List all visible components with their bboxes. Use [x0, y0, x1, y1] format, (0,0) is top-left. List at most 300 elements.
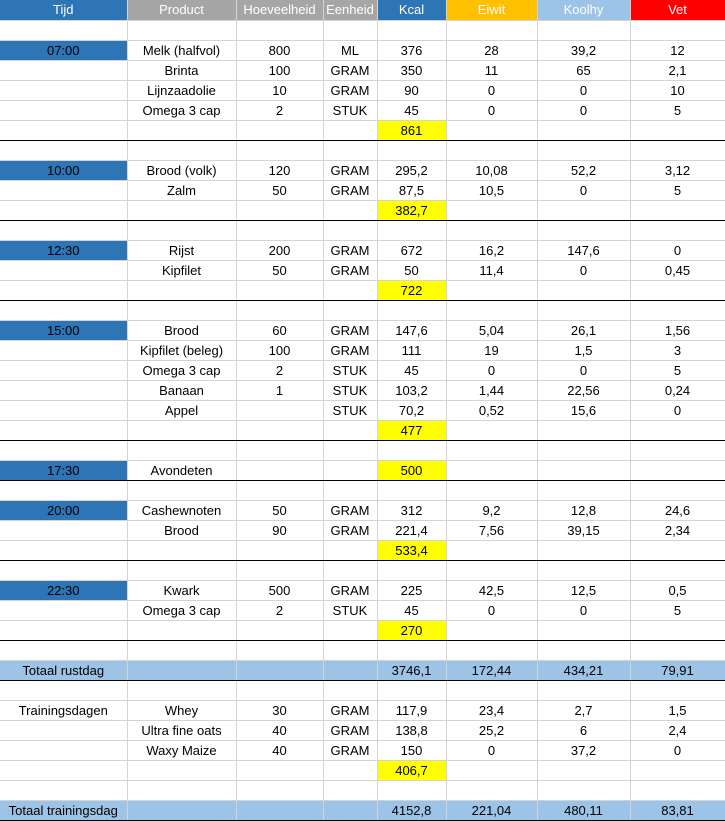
subtotal-kcal-cell[interactable]: 477	[377, 420, 446, 440]
empty-cell[interactable]	[0, 560, 127, 580]
unit-cell[interactable]: GRAM	[323, 740, 377, 760]
empty-cell[interactable]	[630, 140, 725, 160]
empty-cell[interactable]	[0, 680, 127, 700]
total-vet[interactable]: 79,91	[630, 660, 725, 680]
kcal-cell[interactable]: 45	[377, 600, 446, 620]
product-cell[interactable]: Melk (halfvol)	[127, 40, 236, 60]
empty-cell[interactable]	[537, 20, 630, 40]
total-koolhy[interactable]: 480,11	[537, 800, 630, 820]
total-kcal[interactable]: 3746,1	[377, 660, 446, 680]
empty-cell[interactable]	[0, 180, 127, 200]
empty-cell[interactable]	[630, 420, 725, 440]
empty-cell[interactable]	[0, 20, 127, 40]
empty-cell[interactable]	[537, 220, 630, 240]
empty-cell[interactable]	[446, 20, 537, 40]
unit-cell[interactable]: GRAM	[323, 500, 377, 520]
empty-cell[interactable]	[127, 640, 236, 660]
kcal-cell[interactable]: 70,2	[377, 400, 446, 420]
total-vet[interactable]: 83,81	[630, 800, 725, 820]
empty-cell[interactable]	[127, 780, 236, 800]
unit-cell[interactable]: GRAM	[323, 180, 377, 200]
kcal-cell[interactable]: 295,2	[377, 160, 446, 180]
empty-cell[interactable]	[236, 440, 323, 460]
header-product[interactable]: Product	[127, 0, 236, 20]
empty-cell[interactable]	[127, 140, 236, 160]
empty-cell[interactable]	[323, 540, 377, 560]
empty-cell[interactable]	[630, 440, 725, 460]
empty-cell[interactable]	[537, 620, 630, 640]
empty-cell[interactable]	[446, 760, 537, 780]
product-cell[interactable]: Kipfilet	[127, 260, 236, 280]
empty-cell[interactable]	[0, 780, 127, 800]
empty-cell[interactable]	[537, 300, 630, 320]
empty-cell[interactable]	[377, 140, 446, 160]
product-cell[interactable]: Lijnzaadolie	[127, 80, 236, 100]
product-cell[interactable]: Cashewnoten	[127, 500, 236, 520]
empty-cell[interactable]	[0, 440, 127, 460]
unit-cell[interactable]: GRAM	[323, 80, 377, 100]
empty-cell[interactable]	[323, 480, 377, 500]
koolhy-cell[interactable]: 39,2	[537, 40, 630, 60]
vet-cell[interactable]: 3,12	[630, 160, 725, 180]
koolhy-cell[interactable]: 0	[537, 260, 630, 280]
empty-cell[interactable]	[236, 620, 323, 640]
subtotal-kcal-cell[interactable]: 861	[377, 120, 446, 140]
vet-cell[interactable]: 2,1	[630, 60, 725, 80]
eiwit-cell[interactable]: 0	[446, 100, 537, 120]
eiwit-cell[interactable]: 0	[446, 360, 537, 380]
empty-cell[interactable]	[323, 620, 377, 640]
empty-cell[interactable]	[377, 560, 446, 580]
kcal-cell[interactable]: 225	[377, 580, 446, 600]
eiwit-cell[interactable]: 16,2	[446, 240, 537, 260]
product-cell[interactable]: Brinta	[127, 60, 236, 80]
quantity-cell[interactable]: 500	[236, 580, 323, 600]
time-cell[interactable]: 07:00	[0, 40, 127, 60]
product-cell[interactable]: Brood (volk)	[127, 160, 236, 180]
empty-cell[interactable]	[323, 780, 377, 800]
quantity-cell[interactable]: 100	[236, 60, 323, 80]
product-cell[interactable]: Ultra fine oats	[127, 720, 236, 740]
product-cell[interactable]: Brood	[127, 320, 236, 340]
vet-cell[interactable]: 0	[630, 400, 725, 420]
quantity-cell[interactable]: 120	[236, 160, 323, 180]
product-cell[interactable]: Omega 3 cap	[127, 600, 236, 620]
empty-cell[interactable]	[236, 280, 323, 300]
kcal-cell[interactable]: 376	[377, 40, 446, 60]
empty-cell[interactable]	[377, 680, 446, 700]
empty-cell[interactable]	[630, 780, 725, 800]
empty-cell[interactable]	[537, 420, 630, 440]
empty-cell[interactable]	[0, 740, 127, 760]
total-koolhy[interactable]: 434,21	[537, 660, 630, 680]
empty-cell[interactable]	[127, 680, 236, 700]
quantity-cell[interactable]: 1	[236, 380, 323, 400]
koolhy-cell[interactable]: 0	[537, 600, 630, 620]
product-cell[interactable]: Omega 3 cap	[127, 100, 236, 120]
eiwit-cell[interactable]: 5,04	[446, 320, 537, 340]
empty-cell[interactable]	[236, 540, 323, 560]
empty-cell[interactable]	[537, 780, 630, 800]
quantity-cell[interactable]	[236, 400, 323, 420]
vet-cell[interactable]: 24,6	[630, 500, 725, 520]
unit-cell[interactable]	[323, 460, 377, 480]
empty-cell[interactable]	[236, 780, 323, 800]
unit-cell[interactable]: GRAM	[323, 520, 377, 540]
empty-cell[interactable]	[630, 560, 725, 580]
empty-cell[interactable]	[630, 220, 725, 240]
koolhy-cell[interactable]: 2,7	[537, 700, 630, 720]
eiwit-cell[interactable]: 0,52	[446, 400, 537, 420]
empty-cell[interactable]	[323, 560, 377, 580]
empty-cell[interactable]	[323, 300, 377, 320]
kcal-cell[interactable]: 50	[377, 260, 446, 280]
koolhy-cell[interactable]: 12,5	[537, 580, 630, 600]
quantity-cell[interactable]: 60	[236, 320, 323, 340]
vet-cell[interactable]: 1,5	[630, 700, 725, 720]
subtotal-kcal-cell[interactable]: 533,4	[377, 540, 446, 560]
empty-cell[interactable]	[236, 800, 323, 820]
empty-cell[interactable]	[446, 620, 537, 640]
unit-cell[interactable]: STUK	[323, 400, 377, 420]
product-cell[interactable]: Waxy Maize	[127, 740, 236, 760]
unit-cell[interactable]: GRAM	[323, 320, 377, 340]
empty-cell[interactable]	[236, 120, 323, 140]
product-cell[interactable]: Rijst	[127, 240, 236, 260]
koolhy-cell[interactable]: 37,2	[537, 740, 630, 760]
empty-cell[interactable]	[446, 200, 537, 220]
empty-cell[interactable]	[236, 200, 323, 220]
koolhy-cell[interactable]: 147,6	[537, 240, 630, 260]
header-eiwit[interactable]: Eiwit	[446, 0, 537, 20]
empty-cell[interactable]	[0, 600, 127, 620]
time-cell[interactable]: 15:00	[0, 320, 127, 340]
unit-cell[interactable]: GRAM	[323, 340, 377, 360]
unit-cell[interactable]: STUK	[323, 360, 377, 380]
time-cell[interactable]: 17:30	[0, 460, 127, 480]
koolhy-cell[interactable]: 1,5	[537, 340, 630, 360]
vet-cell[interactable]: 0,5	[630, 580, 725, 600]
empty-cell[interactable]	[0, 420, 127, 440]
product-cell[interactable]: Whey	[127, 700, 236, 720]
empty-cell[interactable]	[377, 220, 446, 240]
empty-cell[interactable]	[630, 680, 725, 700]
eiwit-cell[interactable]: 23,4	[446, 700, 537, 720]
koolhy-cell[interactable]: 39,15	[537, 520, 630, 540]
empty-cell[interactable]	[0, 100, 127, 120]
vet-cell[interactable]: 2,34	[630, 520, 725, 540]
vet-cell[interactable]: 5	[630, 360, 725, 380]
empty-cell[interactable]	[0, 280, 127, 300]
empty-cell[interactable]	[446, 680, 537, 700]
empty-cell[interactable]	[377, 300, 446, 320]
koolhy-cell[interactable]: 6	[537, 720, 630, 740]
quantity-cell[interactable]: 10	[236, 80, 323, 100]
kcal-cell[interactable]: 221,4	[377, 520, 446, 540]
quantity-cell[interactable]: 40	[236, 740, 323, 760]
empty-cell[interactable]	[630, 300, 725, 320]
quantity-cell[interactable]: 50	[236, 260, 323, 280]
empty-cell[interactable]	[323, 20, 377, 40]
quantity-cell[interactable]: 2	[236, 600, 323, 620]
vet-cell[interactable]: 2,4	[630, 720, 725, 740]
eiwit-cell[interactable]: 7,56	[446, 520, 537, 540]
vet-cell[interactable]: 10	[630, 80, 725, 100]
eiwit-cell[interactable]: 9,2	[446, 500, 537, 520]
empty-cell[interactable]	[446, 540, 537, 560]
empty-cell[interactable]	[127, 20, 236, 40]
header-kcal[interactable]: Kcal	[377, 0, 446, 20]
quantity-cell[interactable]: 50	[236, 500, 323, 520]
total-eiwit[interactable]: 172,44	[446, 660, 537, 680]
quantity-cell[interactable]: 30	[236, 700, 323, 720]
empty-cell[interactable]	[127, 280, 236, 300]
subtotal-kcal-cell[interactable]: 270	[377, 620, 446, 640]
unit-cell[interactable]: GRAM	[323, 580, 377, 600]
empty-cell[interactable]	[236, 300, 323, 320]
empty-cell[interactable]	[446, 280, 537, 300]
kcal-cell[interactable]: 117,9	[377, 700, 446, 720]
empty-cell[interactable]	[0, 80, 127, 100]
subtotal-kcal-cell[interactable]: 406,7	[377, 760, 446, 780]
empty-cell[interactable]	[537, 200, 630, 220]
empty-cell[interactable]	[127, 540, 236, 560]
kcal-cell[interactable]: 90	[377, 80, 446, 100]
eiwit-cell[interactable]: 11	[446, 60, 537, 80]
empty-cell[interactable]	[537, 280, 630, 300]
koolhy-cell[interactable]: 15,6	[537, 400, 630, 420]
koolhy-cell[interactable]: 22,56	[537, 380, 630, 400]
eiwit-cell[interactable]: 1,44	[446, 380, 537, 400]
empty-cell[interactable]	[236, 220, 323, 240]
header-hoeveelheid[interactable]: Hoeveelheid	[236, 0, 323, 20]
empty-cell[interactable]	[127, 560, 236, 580]
kcal-cell[interactable]: 312	[377, 500, 446, 520]
empty-cell[interactable]	[446, 560, 537, 580]
empty-cell[interactable]	[323, 680, 377, 700]
empty-cell[interactable]	[377, 480, 446, 500]
koolhy-cell[interactable]: 65	[537, 60, 630, 80]
kcal-cell[interactable]: 45	[377, 100, 446, 120]
product-cell[interactable]: Kwark	[127, 580, 236, 600]
kcal-cell[interactable]: 350	[377, 60, 446, 80]
koolhy-cell[interactable]: 0	[537, 100, 630, 120]
total-kcal[interactable]: 4152,8	[377, 800, 446, 820]
kcal-cell[interactable]: 500	[377, 460, 446, 480]
empty-cell[interactable]	[323, 420, 377, 440]
unit-cell[interactable]: GRAM	[323, 240, 377, 260]
quantity-cell[interactable]: 800	[236, 40, 323, 60]
header-tijd[interactable]: Tijd	[0, 0, 127, 20]
empty-cell[interactable]	[537, 560, 630, 580]
eiwit-cell[interactable]: 19	[446, 340, 537, 360]
empty-cell[interactable]	[537, 680, 630, 700]
empty-cell[interactable]	[630, 200, 725, 220]
vet-cell[interactable]: 0	[630, 240, 725, 260]
empty-cell[interactable]	[446, 420, 537, 440]
koolhy-cell[interactable]: 0	[537, 180, 630, 200]
product-cell[interactable]: Kipfilet (beleg)	[127, 340, 236, 360]
empty-cell[interactable]	[323, 120, 377, 140]
eiwit-cell[interactable]: 10,08	[446, 160, 537, 180]
empty-cell[interactable]	[0, 720, 127, 740]
time-cell[interactable]: 10:00	[0, 160, 127, 180]
empty-cell[interactable]	[0, 400, 127, 420]
empty-cell[interactable]	[537, 440, 630, 460]
empty-cell[interactable]	[127, 660, 236, 680]
empty-cell[interactable]	[236, 760, 323, 780]
eiwit-cell[interactable]: 25,2	[446, 720, 537, 740]
product-cell[interactable]: Brood	[127, 520, 236, 540]
training-label[interactable]: Trainingsdagen	[0, 700, 127, 720]
vet-cell[interactable]: 0,45	[630, 260, 725, 280]
product-cell[interactable]: Avondeten	[127, 460, 236, 480]
quantity-cell[interactable]	[236, 460, 323, 480]
empty-cell[interactable]	[446, 120, 537, 140]
vet-cell[interactable]: 5	[630, 600, 725, 620]
koolhy-cell[interactable]: 0	[537, 80, 630, 100]
koolhy-cell[interactable]: 12,8	[537, 500, 630, 520]
empty-cell[interactable]	[446, 140, 537, 160]
unit-cell[interactable]: STUK	[323, 380, 377, 400]
empty-cell[interactable]	[236, 140, 323, 160]
vet-cell[interactable]	[630, 460, 725, 480]
empty-cell[interactable]	[323, 640, 377, 660]
empty-cell[interactable]	[446, 220, 537, 240]
empty-cell[interactable]	[0, 220, 127, 240]
empty-cell[interactable]	[127, 480, 236, 500]
product-cell[interactable]: Omega 3 cap	[127, 360, 236, 380]
time-cell[interactable]: 12:30	[0, 240, 127, 260]
empty-cell[interactable]	[236, 560, 323, 580]
quantity-cell[interactable]: 100	[236, 340, 323, 360]
empty-cell[interactable]	[377, 440, 446, 460]
empty-cell[interactable]	[630, 760, 725, 780]
empty-cell[interactable]	[127, 220, 236, 240]
product-cell[interactable]: Banaan	[127, 380, 236, 400]
empty-cell[interactable]	[630, 20, 725, 40]
empty-cell[interactable]	[630, 540, 725, 560]
eiwit-cell[interactable]: 11,4	[446, 260, 537, 280]
koolhy-cell[interactable]	[537, 460, 630, 480]
koolhy-cell[interactable]: 52,2	[537, 160, 630, 180]
kcal-cell[interactable]: 87,5	[377, 180, 446, 200]
vet-cell[interactable]: 3	[630, 340, 725, 360]
kcal-cell[interactable]: 147,6	[377, 320, 446, 340]
total-eiwit[interactable]: 221,04	[446, 800, 537, 820]
empty-cell[interactable]	[127, 420, 236, 440]
empty-cell[interactable]	[0, 200, 127, 220]
empty-cell[interactable]	[446, 780, 537, 800]
empty-cell[interactable]	[377, 780, 446, 800]
kcal-cell[interactable]: 150	[377, 740, 446, 760]
quantity-cell[interactable]: 2	[236, 100, 323, 120]
eiwit-cell[interactable]: 28	[446, 40, 537, 60]
empty-cell[interactable]	[0, 60, 127, 80]
time-cell[interactable]: 22:30	[0, 580, 127, 600]
unit-cell[interactable]: ML	[323, 40, 377, 60]
empty-cell[interactable]	[0, 360, 127, 380]
empty-cell[interactable]	[537, 480, 630, 500]
empty-cell[interactable]	[537, 760, 630, 780]
empty-cell[interactable]	[323, 220, 377, 240]
empty-cell[interactable]	[630, 640, 725, 660]
empty-cell[interactable]	[323, 280, 377, 300]
unit-cell[interactable]: GRAM	[323, 720, 377, 740]
empty-cell[interactable]	[0, 340, 127, 360]
empty-cell[interactable]	[323, 140, 377, 160]
unit-cell[interactable]: GRAM	[323, 260, 377, 280]
empty-cell[interactable]	[537, 120, 630, 140]
empty-cell[interactable]	[0, 480, 127, 500]
empty-cell[interactable]	[630, 620, 725, 640]
koolhy-cell[interactable]: 26,1	[537, 320, 630, 340]
empty-cell[interactable]	[0, 120, 127, 140]
product-cell[interactable]: Zalm	[127, 180, 236, 200]
empty-cell[interactable]	[127, 300, 236, 320]
eiwit-cell[interactable]: 42,5	[446, 580, 537, 600]
empty-cell[interactable]	[127, 800, 236, 820]
kcal-cell[interactable]: 103,2	[377, 380, 446, 400]
empty-cell[interactable]	[127, 120, 236, 140]
empty-cell[interactable]	[537, 540, 630, 560]
empty-cell[interactable]	[0, 640, 127, 660]
product-cell[interactable]: Appel	[127, 400, 236, 420]
empty-cell[interactable]	[236, 660, 323, 680]
time-cell[interactable]: 20:00	[0, 500, 127, 520]
subtotal-kcal-cell[interactable]: 722	[377, 280, 446, 300]
empty-cell[interactable]	[630, 280, 725, 300]
empty-cell[interactable]	[0, 380, 127, 400]
quantity-cell[interactable]: 50	[236, 180, 323, 200]
empty-cell[interactable]	[323, 440, 377, 460]
header-vet[interactable]: Vet	[630, 0, 725, 20]
eiwit-cell[interactable]	[446, 460, 537, 480]
total-label[interactable]: Totaal trainingsdag	[0, 800, 127, 820]
kcal-cell[interactable]: 111	[377, 340, 446, 360]
empty-cell[interactable]	[127, 200, 236, 220]
header-koolhy[interactable]: Koolhy	[537, 0, 630, 20]
empty-cell[interactable]	[323, 800, 377, 820]
empty-cell[interactable]	[0, 760, 127, 780]
empty-cell[interactable]	[446, 300, 537, 320]
empty-cell[interactable]	[236, 420, 323, 440]
unit-cell[interactable]: GRAM	[323, 60, 377, 80]
empty-cell[interactable]	[127, 760, 236, 780]
empty-cell[interactable]	[537, 140, 630, 160]
empty-cell[interactable]	[127, 440, 236, 460]
empty-cell[interactable]	[323, 200, 377, 220]
vet-cell[interactable]: 5	[630, 100, 725, 120]
unit-cell[interactable]: STUK	[323, 600, 377, 620]
empty-cell[interactable]	[0, 260, 127, 280]
empty-cell[interactable]	[236, 680, 323, 700]
empty-cell[interactable]	[377, 20, 446, 40]
kcal-cell[interactable]: 672	[377, 240, 446, 260]
vet-cell[interactable]: 1,56	[630, 320, 725, 340]
empty-cell[interactable]	[630, 480, 725, 500]
empty-cell[interactable]	[377, 640, 446, 660]
empty-cell[interactable]	[446, 640, 537, 660]
subtotal-kcal-cell[interactable]: 382,7	[377, 200, 446, 220]
koolhy-cell[interactable]: 0	[537, 360, 630, 380]
empty-cell[interactable]	[537, 640, 630, 660]
empty-cell[interactable]	[0, 520, 127, 540]
vet-cell[interactable]: 12	[630, 40, 725, 60]
vet-cell[interactable]: 5	[630, 180, 725, 200]
unit-cell[interactable]: GRAM	[323, 700, 377, 720]
empty-cell[interactable]	[236, 480, 323, 500]
